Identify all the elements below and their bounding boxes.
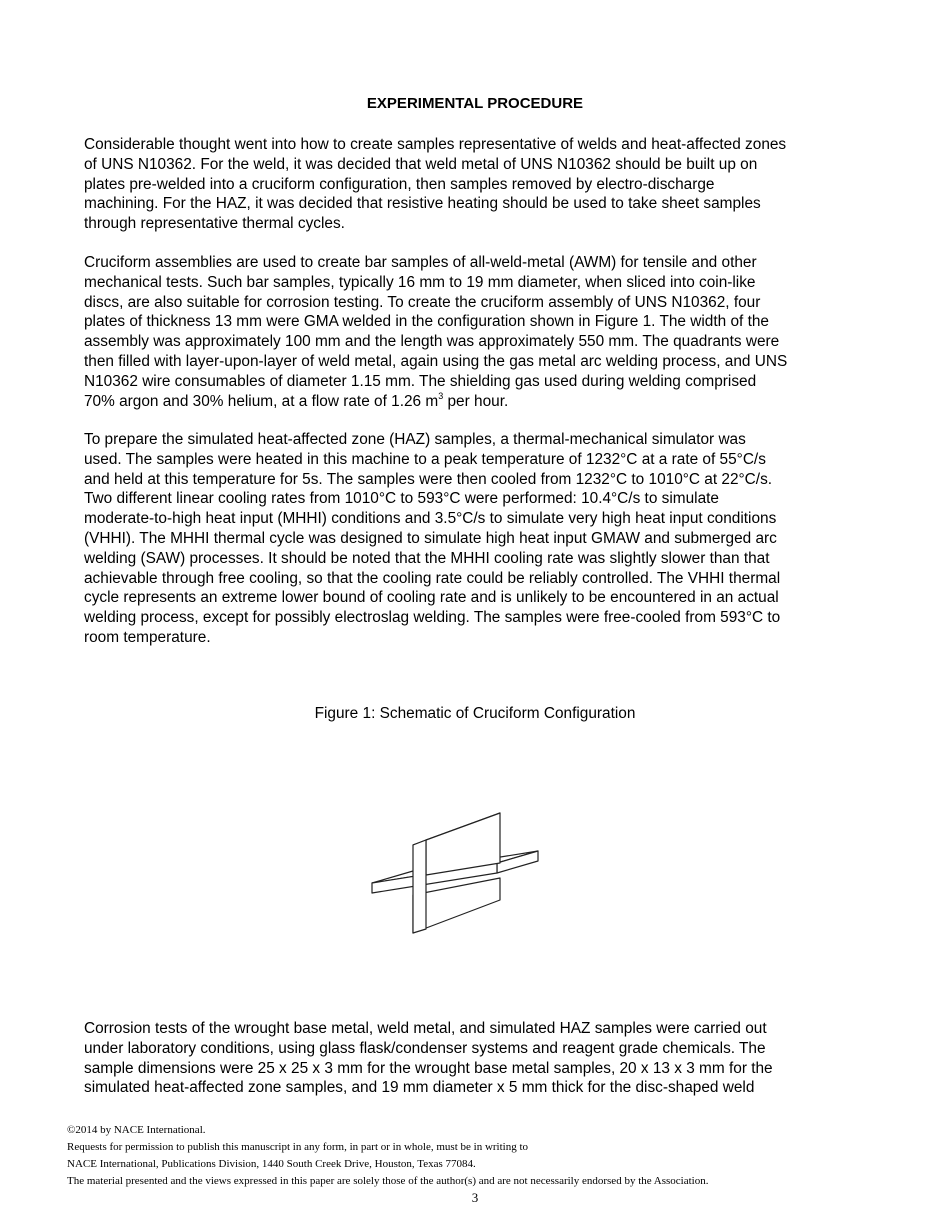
text-fragment: per hour.: [443, 392, 509, 410]
text-line: Corrosion tests of the wrought base metal, weld metal, and simulated HAZ samples were carried out: [84, 1020, 767, 1037]
text-line: sample dimensions were 25 x 25 x 3 mm for the wrought base metal samples, 20 x 13 x 3 mm for the: [84, 1059, 773, 1077]
text-line: Considerable thought went into how to create samples representative of welds and heat-affected zones: [84, 136, 787, 153]
text-line: Cruciform assemblies are used to create bar samples of all-weld-metal (AWM) for tensile and other: [84, 254, 757, 271]
text-line: plates pre-welded into a cruciform configuration, then samples removed by electro-discharge: [84, 175, 715, 193]
paragraph-3: [84, 430, 884, 648]
text-line: then filled with layer-upon-layer of weld metal, again using the gas metal arc welding process, and UNS: [84, 352, 788, 370]
figure-caption: Figure 1: Schematic of Cruciform Configuration: [314, 705, 636, 722]
text-line: machining. For the HAZ, it was decided that resistive heating should be used to take sheet samples: [84, 195, 761, 213]
paragraph-1: [84, 135, 884, 234]
text-line: assembly was approximately 100 mm and the length was approximately 550 mm. The quadrants were: [84, 333, 780, 351]
text-line-with-superscript: [84, 392, 884, 412]
text-line: through representative thermal cycles.: [84, 215, 345, 233]
text-line: of UNS N10362. For the weld, it was decided that weld metal of UNS N10362 should be built up on: [84, 155, 758, 173]
text-line: N10362 wire consumables of diameter 1.15 mm. The shielding gas used during welding comprised: [84, 372, 757, 390]
text-line: welding process, except for possibly electroslag welding. The samples were free-cooled from 593°C to: [84, 609, 781, 627]
paragraph-4: [84, 1019, 884, 1098]
text-line: and held at this temperature for 5s. The samples were then cooled from 1232°C to 1010°C at 22°C/s.: [84, 470, 773, 488]
footer-line: NACE International, Publications Division, 1440 South Creek Drive, Houston, Texas 77084.: [67, 1158, 476, 1170]
text-line: (VHHI). The MHHI thermal cycle was designed to simulate high heat input GMAW and submerged arc: [84, 529, 777, 547]
copyright-footer: [67, 1122, 887, 1190]
cruciform-schematic: [360, 805, 550, 945]
section-heading: EXPERIMENTAL PROCEDURE: [366, 95, 584, 112]
text-line: simulated heat-affected zone samples, and 19 mm diameter x 5 mm thick for the disc-shaped weld: [84, 1079, 755, 1097]
text-line: mechanical tests. Such bar samples, typically 16 mm to 19 mm diameter, when sliced into coin-like: [84, 273, 756, 291]
footer-line: Requests for permission to publish this manuscript in any form, in part or in whole, must be in writing to: [67, 1141, 529, 1153]
text-fragment: 70% argon and 30% helium, at a flow rate of 1.26 m: [84, 392, 439, 410]
text-line: under laboratory conditions, using glass flask/condenser systems and reagent grade chemicals. The: [84, 1039, 766, 1057]
text-line: achievable through free cooling, so that the cooling rate could be reliably controlled. The VHHI thermal: [84, 569, 781, 587]
text-line: Two different linear cooling rates from 1010°C to 593°C were performed: 10.4°C/s to simulate: [84, 490, 719, 508]
text-line: To prepare the simulated heat-affected zone (HAZ) samples, a thermal-mechanical simulator was: [84, 431, 746, 448]
text-line: cycle represents an extreme lower bound of cooling rate and is unlikely to be encountered in an actual: [84, 589, 779, 607]
footer-line: The material presented and the views expressed in this paper are solely those of the author(s) and are not necessarily endorsed by the Association.: [67, 1175, 709, 1187]
footer-line: ©2014 by NACE International.: [67, 1124, 206, 1136]
text-line: plates of thickness 13 mm were GMA welded in the configuration shown in Figure 1. The width of the: [84, 313, 769, 331]
vertical-plate-edge: [413, 840, 426, 933]
paragraph-2: [84, 253, 884, 411]
text-line: room temperature.: [84, 628, 211, 646]
text-line: welding (SAW) processes. It should be noted that the MHHI cooling rate was slightly slower than that: [84, 549, 770, 567]
text-line: discs, are also suitable for corrosion testing. To create the cruciform assembly of UNS N10362, four: [84, 293, 761, 311]
text-line: moderate-to-high heat input (MHHI) conditions and 3.5°C/s to simulate very high heat input conditions: [84, 510, 777, 528]
text-line: used. The samples were heated in this machine to a peak temperature of 1232°C at a rate of 55°C/s: [84, 450, 766, 468]
page-number: 3: [471, 1190, 479, 1205]
superscript: 3: [438, 390, 444, 401]
